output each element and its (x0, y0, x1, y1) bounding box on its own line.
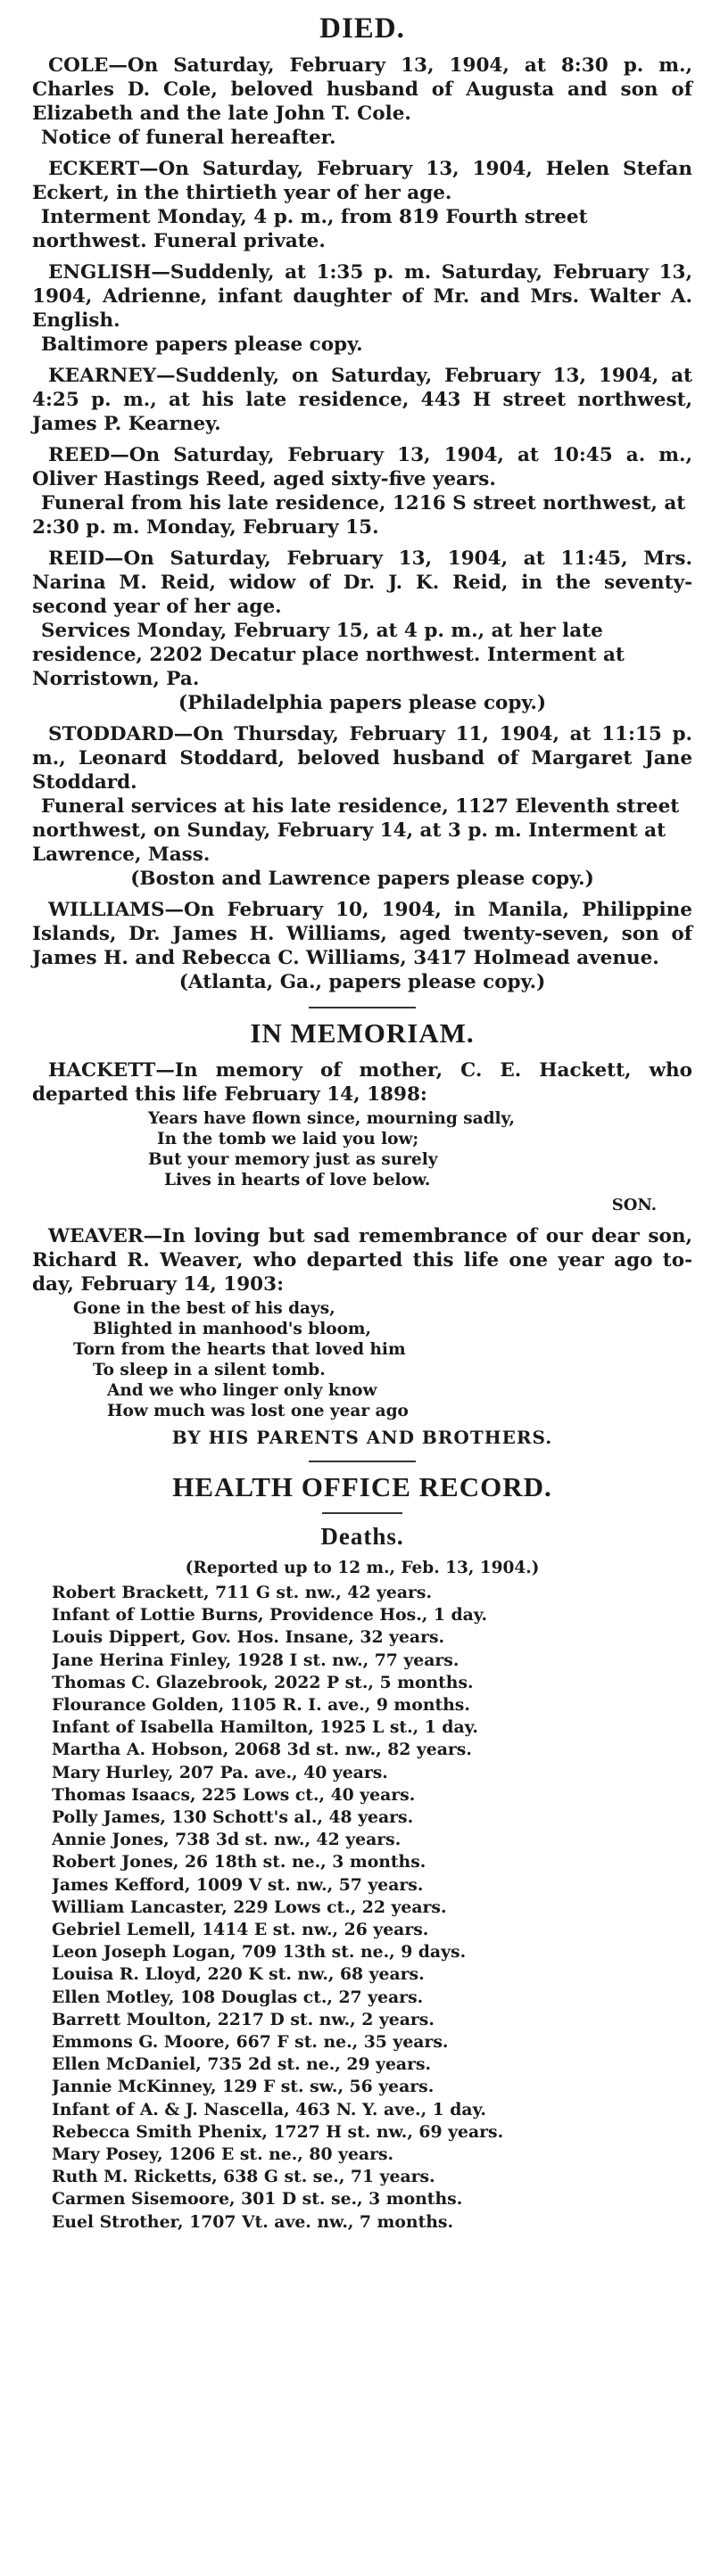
poem-line: Lives in hearts of love below. (164, 1171, 431, 1189)
poem-line: Torn from the hearts that loved him (73, 1340, 406, 1359)
notice-detail: Interment Monday, 4 p. m., from 819 Fourth street northwest. Funeral private. (32, 206, 588, 252)
death-record: Leon Joseph Logan, 709 13th st. ne., 9 days. (52, 1942, 467, 1963)
death-record: Flourance Golden, 1105 R. I. ave., 9 months. (52, 1695, 470, 1716)
memoriam-entry (32, 1058, 692, 1215)
memoriam-intro: WEAVER—In loving but sad remembrance of our dear son, Richard R. Weaver, who departed this life one year ago to-day, February 14, 1903: (32, 1225, 692, 1296)
notice-text: KEARNEY—Suddenly, on Saturday, February 13, 1904, at 4:25 p. m., at his late residence, 443 H street northwest, James P. Kearney. (32, 365, 692, 435)
notice-detail: Funeral services at his late residence, 1127 Eleventh street northwest, on Sunday, February 14, at 3 p. m. Interment at Lawrence, Mass. (32, 795, 680, 866)
death-record: Thomas C. Glazebrook, 2022 P st., 5 months. (52, 1672, 474, 1692)
notice-text: STODDARD—On Thursday, February 11, 1904, at 11:15 p. m., Leonard Stoddard, beloved husband of Margaret Jane Stoddard. (32, 723, 692, 794)
notice-detail: Notice of funeral hereafter. (41, 127, 336, 149)
notice-detail: (Atlanta, Ga., papers please copy.) (178, 971, 546, 993)
death-list (32, 1582, 692, 2234)
death-record: Jannie McKinney, 129 F st. sw., 56 years. (52, 2077, 435, 2097)
died-section (32, 12, 692, 994)
death-record: James Kefford, 1009 V st. nw., 57 years. (52, 1874, 424, 1895)
notice-text: WILLIAMS—On February 10, 1904, in Manila, Philippine Islands, Dr. James H. Williams, aged twenty-seven, son of James H. and Rebecca C. Williams, 3417 Holmead avenue. (32, 899, 692, 969)
notice-detail: (Philadelphia papers please copy.) (178, 692, 547, 714)
death-notice (32, 364, 692, 436)
death-record: Polly James, 130 Schott's al., 48 years. (52, 1807, 414, 1828)
poem-line: Gone in the best of his days, (73, 1299, 335, 1318)
death-notice (32, 547, 692, 715)
death-notice (32, 443, 692, 539)
notice-text: ECKERT—On Saturday, February 13, 1904, Helen Stefan Eckert, in the thirtieth year of her age. (32, 158, 692, 204)
notice-detail: Funeral from his late residence, 1216 S street northwest, at 2:30 p. m. Monday, February 15. (32, 492, 686, 539)
section-divider (309, 1461, 416, 1462)
deaths-subheading: Deaths. (320, 1523, 404, 1550)
death-record: Mary Posey, 1206 E st. ne., 80 years. (52, 2144, 394, 2165)
death-record: Rebecca Smith Phenix, 1727 H st. nw., 69 years. (52, 2121, 504, 2142)
reported-note: (Reported up to 12 m., Feb. 13, 1904.) (185, 1559, 540, 1577)
death-record: Robert Brackett, 711 G st. nw., 42 years. (52, 1583, 432, 1602)
death-record: Louis Dippert, Gov. Hos. Insane, 32 years. (52, 1627, 445, 1648)
notice-detail: Baltimore papers please copy. (41, 333, 363, 356)
section-divider (322, 1512, 402, 1514)
poem-line: Blighted in manhood's bloom, (93, 1320, 371, 1338)
death-record: Thomas Isaacs, 225 Lows ct., 40 years. (52, 1784, 416, 1805)
notice-detail: (Boston and Lawrence papers please copy.) (130, 868, 594, 890)
memoriam-entry (32, 1224, 692, 1448)
poem-line: To sleep in a silent tomb. (93, 1361, 326, 1379)
death-record: Ellen McDaniel, 735 2d st. ne., 29 years. (52, 2054, 432, 2075)
memoriam-signature: BY HIS PARENTS AND BROTHERS. (171, 1427, 553, 1448)
death-notice (32, 260, 692, 357)
death-record: Ellen Motley, 108 Douglas ct., 27 years. (52, 1987, 424, 2007)
poem-line: How much was lost one year ago (107, 1402, 409, 1420)
notice-text: REID—On Saturday, February 13, 1904, at 11:45, Mrs. Narina M. Reid, widow of Dr. J. K. Reid, in the seventy-second year of her age. (32, 547, 692, 618)
notice-text: REED—On Saturday, February 13, 1904, at 10:45 a. m., Oliver Hastings Reed, aged sixty-five years. (32, 444, 692, 490)
memoriam-section (32, 1017, 692, 1448)
notice-detail: Services Monday, February 15, at 4 p. m., at her late residence, 2202 Decatur place northwest. Interment at Norristown, Pa. (32, 620, 625, 690)
memoriam-intro: HACKETT—In memory of mother, C. E. Hackett, who departed this life February 14, 1898: (32, 1059, 692, 1106)
memoriam-poem (32, 1298, 692, 1421)
notice-text: COLE—On Saturday, February 13, 1904, at 8:30 p. m., Charles D. Cole, beloved husband of Augusta and son of Elizabeth and the late John T. Cole. (32, 54, 692, 125)
memoriam-heading: IN MEMORIAM. (250, 1017, 475, 1049)
death-record: Infant of A. & J. Nascella, 463 N. Y. ave., 1 day. (52, 2099, 486, 2119)
death-notice (32, 53, 692, 150)
death-record: Martha A. Hobson, 2068 3d st. nw., 82 years. (52, 1740, 472, 1760)
death-notice (32, 898, 692, 994)
death-record: Emmons G. Moore, 667 F st. ne., 35 years. (52, 2032, 449, 2053)
memoriam-poem (32, 1108, 692, 1190)
poem-line: In the tomb we laid you low; (157, 1130, 419, 1148)
death-record: Annie Jones, 738 3d st. nw., 42 years. (52, 1830, 402, 1850)
section-divider (309, 1007, 416, 1008)
died-heading: DIED. (319, 12, 405, 45)
death-record: Ruth M. Ricketts, 638 G st. se., 71 years. (52, 2167, 435, 2187)
notice-text: ENGLISH—Suddenly, at 1:35 p. m. Saturday, February 13, 1904, Adrienne, infant daughter of Mr. and Mrs. Walter A. English. (32, 261, 692, 332)
health-office-heading: HEALTH OFFICE RECORD. (172, 1471, 552, 1502)
poem-line: But your memory just as surely (148, 1150, 438, 1169)
death-notice (32, 157, 692, 253)
death-record: Louisa R. Lloyd, 220 K st. nw., 68 years. (52, 1964, 425, 1985)
death-record: Barrett Moulton, 2217 D st. nw., 2 years. (52, 2009, 435, 2029)
death-record: William Lancaster, 229 Lows ct., 22 years. (52, 1897, 447, 1917)
death-record: Jane Herina Finley, 1928 I st. nw., 77 years. (52, 1650, 459, 1670)
death-record: Infant of Isabella Hamilton, 1925 L st., 1 day. (52, 1717, 478, 1738)
memoriam-signature: SON. (611, 1196, 657, 1214)
death-record: Infant of Lottie Burns, Providence Hos., 1 day. (52, 1605, 488, 1625)
died-notices (32, 53, 692, 994)
health-office-section (32, 1471, 692, 2234)
death-record: Mary Hurley, 207 Pa. ave., 40 years. (52, 1762, 388, 1782)
death-record: Gebriel Lemell, 1414 E st. nw., 26 years. (52, 1920, 429, 1940)
poem-line: And we who linger only know (107, 1381, 377, 1400)
death-record: Robert Jones, 26 18th st. ne., 3 months. (52, 1852, 426, 1872)
death-notice (32, 722, 692, 891)
death-record: Carmen Sisemoore, 301 D st. se., 3 months. (52, 2189, 463, 2210)
poem-line: Years have flown since, mourning sadly, (148, 1109, 515, 1128)
death-record: Euel Strother, 1707 Vt. ave. nw., 7 months. (52, 2211, 454, 2232)
